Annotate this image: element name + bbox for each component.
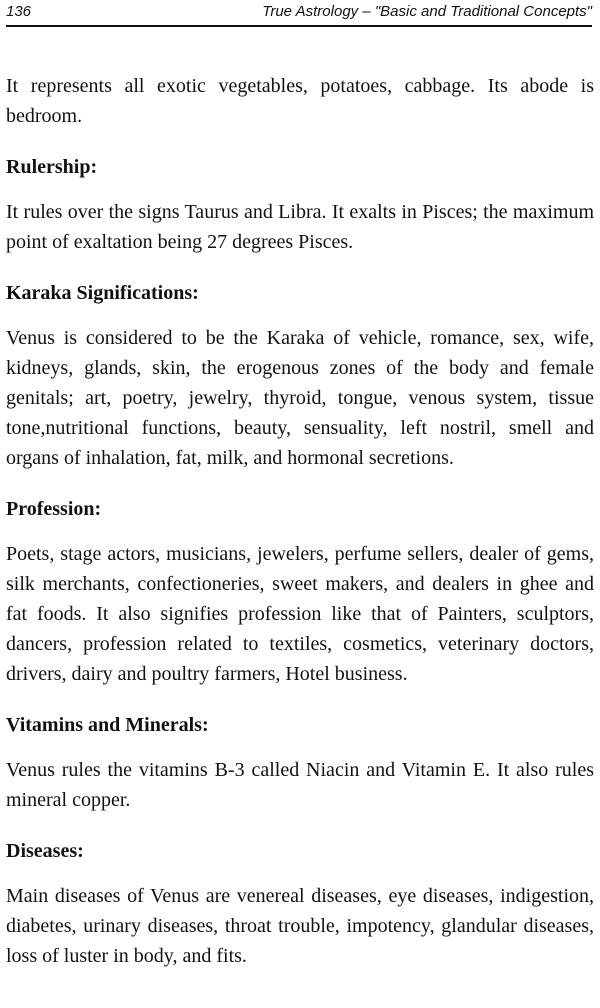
karaka-heading: Karaka Significations: <box>6 282 199 304</box>
page-body <box>6 71 594 971</box>
vitamins-minerals-paragraph: Venus rules the vitamins B-3 called Niacin and Vitamin E. It also rules mineral copper. <box>6 759 594 811</box>
karaka-paragraph: Venus is considered to be the Karaka of vehicle, romance, sex, wife, kidneys, glands, skin, the erogenous zones of the body and female genitals; art, poetry, jewelry, thyroid, tongue, venous system, tissue tone,nutritional functions, beauty, sensuality, left nostril, smell and organs of inhalation, fat, milk, and hormonal secretions. <box>6 327 594 469</box>
book-title: True Astrology – "Basic and Traditional Concepts" <box>262 3 592 20</box>
running-header <box>6 0 592 34</box>
rulership-heading: Rulership: <box>6 156 98 178</box>
intro-paragraph: It represents all exotic vegetables, potatoes, cabbage. Its abode is bedroom. <box>6 75 594 127</box>
header-rule <box>6 25 592 27</box>
profession-heading: Profession: <box>6 498 102 520</box>
profession-paragraph: Poets, stage actors, musicians, jewelers, perfume sellers, dealer of gems, silk merchants, confectioneries, sweet makers, and dealers in ghee and fat foods. It also signifies profession like that of Painters, sculptors, dancers, profession related to textiles, cosmetics, veterinary doctors, drivers, dairy and poultry farmers, Hotel business. <box>6 543 594 685</box>
vitamins-minerals-heading: Vitamins and Minerals: <box>6 714 209 736</box>
diseases-heading: Diseases: <box>6 840 84 862</box>
diseases-paragraph: Main diseases of Venus are venereal diseases, eye diseases, indigestion, diabetes, urinary diseases, throat trouble, impotency, glandular diseases, loss of luster in body, and fits. <box>6 885 594 967</box>
rulership-paragraph: It rules over the signs Taurus and Libra. It exalts in Pisces; the maximum point of exaltation being 27 degrees Pisces. <box>6 201 594 253</box>
page-number: 136 <box>6 3 32 20</box>
